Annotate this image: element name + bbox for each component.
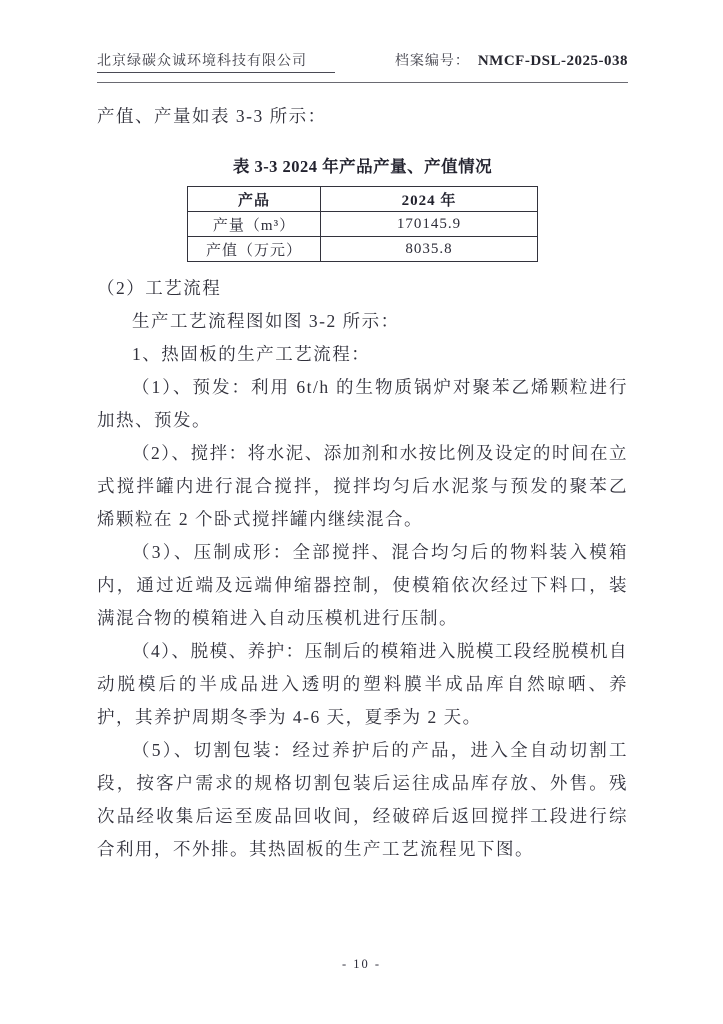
production-table bbox=[187, 186, 538, 262]
table-header-row bbox=[188, 187, 538, 212]
table-header-cell: 2024 年 bbox=[321, 187, 538, 212]
company-name: 北京绿碳众诚环境科技有限公司 bbox=[97, 50, 335, 73]
paragraph: （5）、切割包装：经过养护后的产品，进入全自动切割工段，按客户需求的规格切割包装后运往成品库存放、外售。残次品经收集后运至废品回收间，经破碎后返回搅拌工段进行综合利用，不外排。其热固板的生产工艺流程见下图。 bbox=[97, 740, 628, 859]
paragraph: （2）工艺流程 bbox=[97, 278, 222, 298]
paragraphs bbox=[97, 272, 628, 866]
table-cell: 产值（万元） bbox=[188, 237, 321, 262]
paragraph: 生产工艺流程图如图 3-2 所示： bbox=[132, 311, 400, 331]
archive-number-block bbox=[395, 50, 628, 70]
table-header-cell: 产品 bbox=[188, 187, 321, 212]
paragraph: （3）、压制成形：全部搅拌、混合均匀后的物料装入模箱内，通过近端及远端伸缩器控制，使模箱依次经过下料口，装满混合物的模箱进入自动压模机进行压制。 bbox=[97, 542, 628, 628]
table-cell: 8035.8 bbox=[321, 237, 538, 262]
table-row bbox=[188, 237, 538, 262]
archive-label: 档案编号： bbox=[394, 54, 470, 69]
paragraph: （1）、预发：利用 6t/h 的生物质锅炉对聚苯乙烯颗粒进行加热、预发。 bbox=[97, 377, 628, 430]
paragraph: （4）、脱模、养护：压制后的模箱进入脱模工段经脱模机自动脱模后的半成品进入透明的塑料膜半成品库自然晾晒、养护，其养护周期冬季为 4-6 天，夏季为 2 天。 bbox=[97, 641, 628, 727]
paragraph: （2）、搅拌：将水泥、添加剂和水按比例及设定的时间在立式搅拌罐内进行混合搅拌，搅拌均匀后水泥浆与预发的聚苯乙烯颗粒在 2 个卧式搅拌罐内继续混合。 bbox=[97, 443, 628, 529]
page-number: - 10 - bbox=[341, 957, 382, 971]
table-title: 表 3-3 2024 年产品产量、产值情况 bbox=[232, 157, 493, 176]
archive-number: NMCF-DSL-2025-038 bbox=[477, 53, 628, 69]
intro-line: 产值、产量如表 3-3 所示： bbox=[97, 106, 327, 126]
document-header bbox=[97, 50, 628, 83]
table-cell: 产量（m³） bbox=[188, 212, 321, 237]
paragraph: 1、热固板的生产工艺流程： bbox=[132, 344, 371, 364]
document-body bbox=[97, 100, 628, 866]
table-row bbox=[188, 212, 538, 237]
table-cell: 170145.9 bbox=[321, 212, 538, 237]
